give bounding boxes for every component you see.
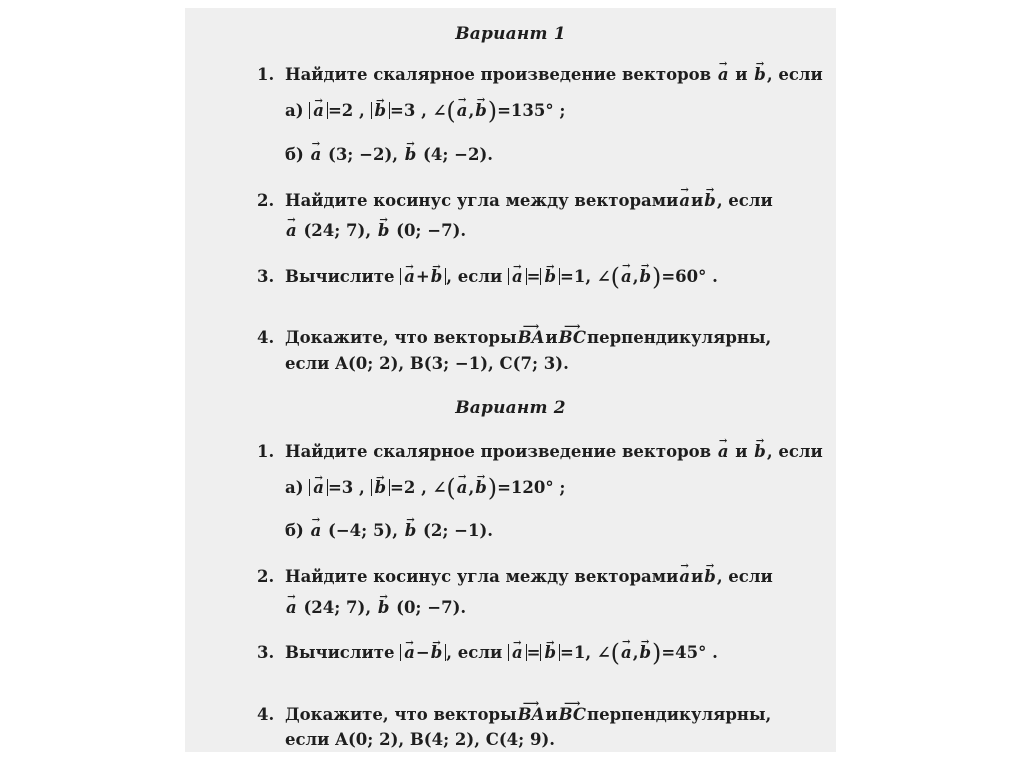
task-stem: Вычислите	[285, 267, 395, 286]
task-stem: Найдите косинус угла между векторами	[285, 567, 679, 586]
task-text	[285, 598, 466, 617]
angle-comma: ,	[632, 643, 639, 662]
angle-vector-b: → b	[638, 643, 652, 662]
coords-a: (24; 7),	[303, 221, 372, 240]
vector-a: → a	[717, 442, 730, 461]
task-stem: Найдите скалярное произведение векторов	[285, 442, 712, 461]
task-number: 4.	[257, 705, 275, 724]
part-label: а)	[285, 478, 304, 497]
condition-word: , если	[766, 442, 823, 461]
expr-vector-b: → b	[430, 644, 444, 661]
angle-vector-a: → a	[620, 643, 633, 662]
task-text	[285, 221, 466, 240]
abs-a-value: =2 ,	[327, 101, 365, 120]
angle-comma: ,	[468, 101, 475, 120]
abs-b-value: =3 ,	[390, 101, 427, 120]
part-label: б)	[285, 521, 304, 540]
condition-word: , если	[446, 267, 503, 286]
task-stem: Найдите скалярное произведение векторов	[285, 65, 712, 84]
part-b-text	[285, 145, 493, 164]
task-stem: Докажите, что векторы	[285, 328, 517, 347]
condition-word: , если	[446, 643, 503, 662]
vector-b: → b	[377, 598, 391, 617]
abs-vector-b: → b	[543, 268, 557, 285]
task-text: Вычислите → a+→ b , если → a =→ b =1, ∠(→ a,→ b)=60° .	[285, 267, 718, 286]
vector-b: → b	[703, 191, 717, 210]
task-number: 3.	[257, 643, 275, 662]
abs-vector-a: → a	[511, 268, 524, 285]
task-text	[285, 65, 823, 84]
expr-vector-a: → a	[403, 268, 416, 285]
task-number: 2.	[257, 567, 275, 586]
angle-vector-a: → a	[456, 478, 469, 497]
conjunction: и	[545, 328, 558, 347]
angle-symbol: ∠	[432, 478, 447, 497]
task-text: Вычислите → a−→ b , если → a =→ b =1, ∠(→ a,→ b)=45° .	[285, 643, 718, 662]
conjunction: и	[545, 705, 558, 724]
abs-a-value: =3 ,	[327, 478, 365, 497]
coords-b: (0; −7).	[396, 598, 467, 617]
task-number: 3.	[257, 267, 275, 286]
vector-bc: ⟶ BC	[558, 328, 587, 347]
task-text	[285, 567, 773, 586]
conjunction: и	[735, 65, 748, 84]
coords-b: (0; −7).	[396, 221, 467, 240]
coords-a: (3; −2),	[328, 145, 398, 164]
equals-sign: =	[526, 267, 541, 286]
expr-operator: −	[415, 643, 430, 662]
task-number: 1.	[257, 442, 275, 461]
condition-word: , если	[766, 65, 823, 84]
coords-b: (2; −1).	[423, 521, 494, 540]
task-number: 1.	[257, 65, 275, 84]
angle-symbol: ∠	[432, 101, 447, 120]
task-tail: перпендикулярны,	[587, 328, 772, 347]
vector-a: → a	[717, 65, 730, 84]
variant1-title: Вариант 1	[455, 24, 566, 44]
angle-value: =135° ;	[497, 101, 566, 120]
part-label: а)	[285, 101, 304, 120]
coords-b: (4; −2).	[423, 145, 494, 164]
abs-vector-a: → a	[312, 479, 325, 496]
task-number: 4.	[257, 328, 275, 347]
conjunction: и	[691, 567, 704, 586]
conjunction: и	[691, 191, 704, 210]
vector-bc: ⟶ BC	[558, 705, 587, 724]
abs-vector-b: → b	[374, 479, 388, 496]
vector-a: → a	[678, 191, 691, 210]
vector-b: → b	[753, 65, 767, 84]
angle-value: =60° .	[661, 267, 718, 286]
vector-a: → a	[285, 221, 298, 240]
task-stem: Вычислите	[285, 643, 395, 662]
part-b-text	[285, 521, 493, 540]
angle-vector-a: → a	[620, 267, 633, 286]
vector-b: → b	[404, 145, 418, 164]
variant2-title: Вариант 2	[455, 398, 566, 418]
angle-value: =45° .	[661, 643, 718, 662]
task-stem: Найдите косинус угла между векторами	[285, 191, 679, 210]
angle-vector-a: → a	[456, 101, 469, 120]
vector-b: → b	[404, 521, 418, 540]
abs-vector-a: → a	[511, 644, 524, 661]
angle-symbol: ∠	[596, 267, 611, 286]
part-a-text: а) → a =3 , → b =2 , ∠(→ a,→ b)=120° ;	[285, 478, 565, 497]
expr-operator: +	[415, 267, 430, 286]
vector-a: → a	[310, 145, 323, 164]
task-text	[285, 191, 773, 210]
angle-value: =120° ;	[497, 478, 566, 497]
abs-value: =1,	[560, 643, 592, 662]
vector-a: → a	[678, 567, 691, 586]
abs-b-value: =2 ,	[390, 478, 427, 497]
angle-comma: ,	[468, 478, 475, 497]
angle-vector-b: → b	[474, 101, 488, 120]
coords-a: (−4; 5),	[328, 521, 398, 540]
vector-b: → b	[703, 567, 717, 586]
angle-vector-b: → b	[474, 478, 488, 497]
vector-a: → a	[310, 521, 323, 540]
task-number: 2.	[257, 191, 275, 210]
conjunction: и	[735, 442, 748, 461]
vector-ba: ⟶ BA	[517, 328, 546, 347]
task-tail: перпендикулярны,	[587, 705, 772, 724]
abs-value: =1,	[560, 267, 592, 286]
points-text: если A(0; 2), B(3; −1), C(7; 3).	[285, 354, 569, 373]
abs-vector-b: → b	[374, 102, 388, 119]
abs-vector-b: → b	[543, 644, 557, 661]
equals-sign: =	[526, 643, 541, 662]
part-label: б)	[285, 145, 304, 164]
task-text	[285, 442, 823, 461]
expr-vector-b: → b	[430, 268, 444, 285]
part-a-text: а) → a =2 , → b =3 , ∠(→ a,→ b)=135° ;	[285, 101, 565, 120]
angle-vector-b: → b	[638, 267, 652, 286]
vector-a: → a	[285, 598, 298, 617]
condition-word: , если	[716, 567, 773, 586]
angle-comma: ,	[632, 267, 639, 286]
vector-ba: ⟶ BA	[517, 705, 546, 724]
expr-vector-a: → a	[403, 644, 416, 661]
vector-b: → b	[753, 442, 767, 461]
points-text: если A(0; 2), B(4; 2), C(4; 9).	[285, 730, 555, 749]
coords-a: (24; 7),	[303, 598, 372, 617]
task-text	[285, 328, 772, 347]
task-stem: Докажите, что векторы	[285, 705, 517, 724]
task-text	[285, 705, 772, 724]
angle-symbol: ∠	[596, 643, 611, 662]
worksheet-page	[185, 8, 836, 752]
condition-word: , если	[716, 191, 773, 210]
vector-b: → b	[377, 221, 391, 240]
abs-vector-a: → a	[312, 102, 325, 119]
